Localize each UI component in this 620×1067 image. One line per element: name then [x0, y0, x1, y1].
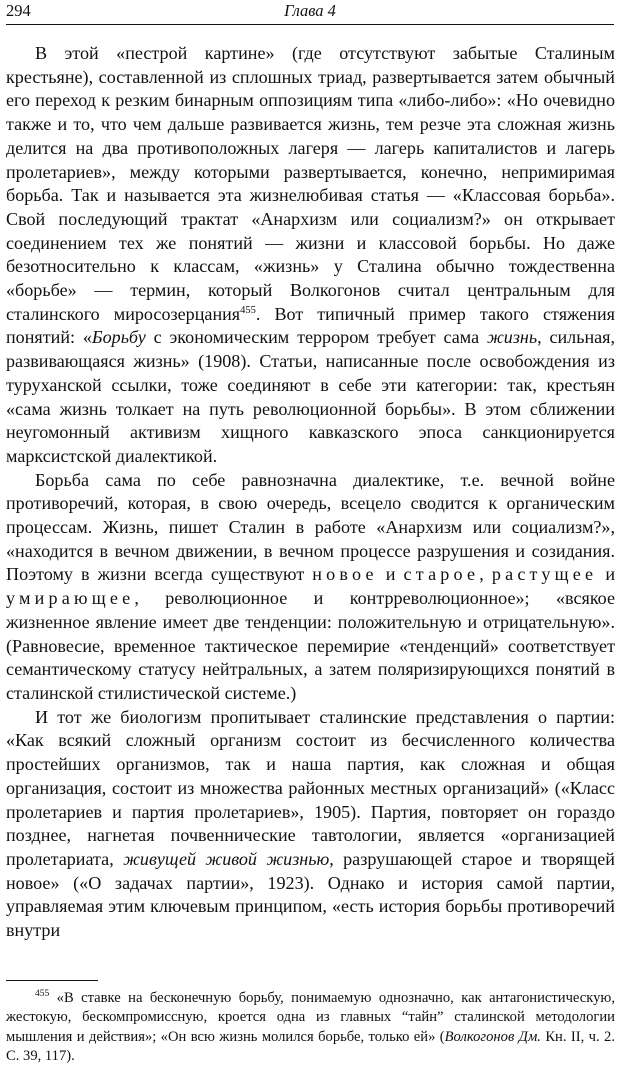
spaced-run: новое: [312, 564, 378, 585]
text-run: И тот же биологизм пропитывает сталинские представления о партии: «Как всякий сложный организм состоит из бесчисленного количества простейших организмов, так и наша партия, как сложная и общая организация, состоит из множества районных местных организаций» («Класс пролетариев и партия пролетариев», 1905). Партия, повторяет он гораздо позднее, нагнетая почвеннические тавтологии, является «организацией пролетариата,: [6, 706, 615, 869]
text-run: , разрушающей старое и творящей новое» («О задачах партии», 1923). Однако и история самой партии, управляемая этим ключевым принципом, «есть история борьбы противоречий внутри: [6, 848, 615, 941]
footnote-number: 455: [35, 989, 50, 1000]
italic-run: жизнь: [486, 327, 538, 348]
main-text: [6, 42, 615, 943]
page-number: 294: [6, 1, 31, 20]
text-run: и: [377, 564, 404, 585]
paragraph-3: [6, 706, 615, 943]
spaced-run: умирающее: [6, 588, 135, 609]
footnote-divider: [6, 980, 98, 981]
running-head: Глава 4: [284, 1, 336, 20]
spaced-run: растущее: [491, 564, 598, 585]
footnote-reference[interactable]: 455: [240, 304, 256, 316]
footnote-text: [6, 989, 615, 1067]
spaced-run: старое: [403, 564, 480, 585]
paragraph-1: [6, 42, 615, 469]
text-run: и: [597, 564, 615, 585]
text-run: с экономическим террором требует сама: [145, 327, 487, 348]
text-run: «В ставке на бесконечную борьбу, понимаемую однозначно, как антагонистическую, жестокую, бескомпромиссную, кроется одна из главных “тайн” сталинской методологии мышления и действия»; «Он всю жизнь молился борьбе, только ей» (: [6, 990, 615, 1045]
text-run: ,: [479, 564, 492, 585]
italic-run: Борьбу: [91, 327, 146, 348]
paragraph-2: [6, 469, 615, 706]
text-run: . Вот типичный пример такого стяжения понятий: «: [6, 303, 615, 348]
italic-run: Волкогонов Дм.: [444, 1028, 541, 1045]
text-run: , революционное и контрреволюционное»; «всякое жизненное явление имеет две тенденции: положительную и отрицательную». (Равновесие, временное тактическое перемирие «тенденций» соответствует семантическому статусу нейтральных, а затем поляризирующихся понятий в сталинской стилистической системе.): [6, 588, 615, 703]
page-header: [6, 0, 614, 25]
text-run: , сильная, развивающаяся жизнь» (1908). Статьи, написанные после освобождения из туруханской ссылки, тоже соединяют в себе эти категории: так, крестьян «сама жизнь толкает на путь революционной борьбы». В этом сближении неугомонный активизм хищного кавказского эпоса санкционируется марксистской диалектикой.: [6, 327, 616, 466]
footnote-455: [6, 989, 615, 1067]
text-run: В этой «пестрой картине» (где отсутствуют забытые Сталиным крестьяне), составленной из сплошных триад, развертывается затем обычный его переход к резким бинарным оппозициям типа «либо-либо»: «Но очевидно также и то, что чем дальше развивается жизнь, тем резче эта сложная жизнь делится на два противоположных лагеря — лагерь капиталистов и лагерь пролетариев», между которыми развертывается, конечно, непримиримая борьба. Так и называется эта жизнелюбивая статья — «Классовая борьба». Свой последующий трактат «Анархизм или социализм?» он открывает соединением тех же понятий — жизни и классовой борьбы. Но даже безотносительно к классам, «жизнь» у Сталина обычно тождественна «борьбе» — термин, который Волкогонов считал центральным для сталинского миросозерцания: [6, 43, 615, 324]
text-run: Борьба сама по себе равнозначна диалектике, т.е. вечной войне противоречий, которая, в свою очередь, всецело сводится к органическим процессам. Жизнь, пишет Сталин в работе «Анархизм или социализм?», «находится в вечном движении, в вечном процессе разрушения и созидания. Поэтому в жизни всегда существуют: [6, 469, 615, 585]
text-run: Кн. II, ч. 2. С. 39, 117).: [6, 1028, 615, 1065]
italic-run: живущей живой жизнью: [123, 848, 330, 869]
